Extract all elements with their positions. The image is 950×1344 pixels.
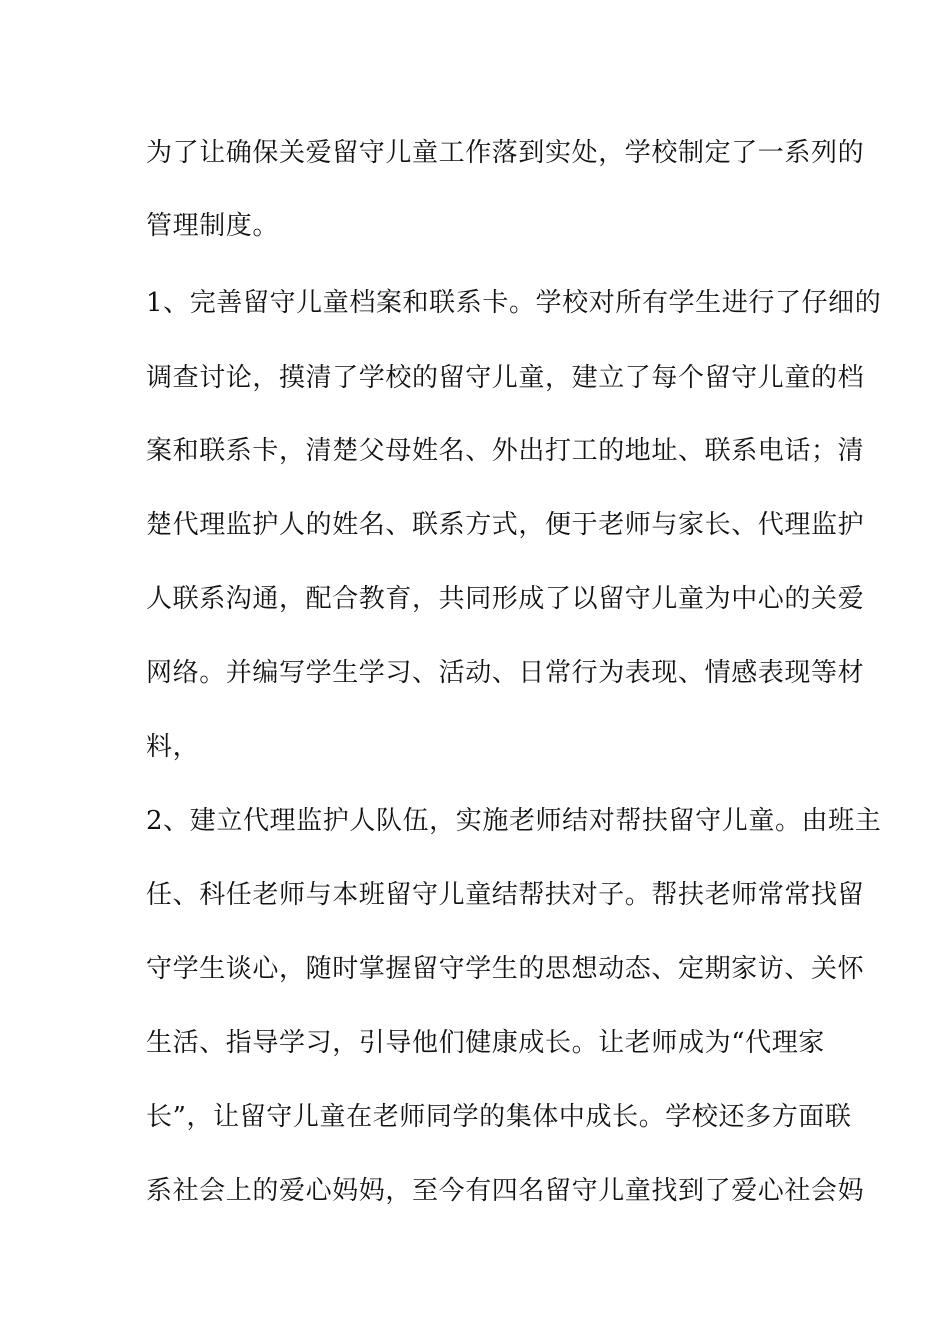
text-line: 2、建立代理监护人队伍，实施老师结对帮扶留守儿童。由班主 bbox=[146, 806, 882, 836]
text-line: 人联系沟通，配合教育，共同形成了以留守儿童为中心的关爱 bbox=[146, 584, 865, 614]
text-line: 1、完善留守儿童档案和联系卡。学校对所有学生进行了仔细的 bbox=[146, 288, 882, 318]
text-line: 系社会上的爱心妈妈，至今有四名留守儿童找到了爱心社会妈 bbox=[146, 1176, 865, 1206]
text-line: 守学生谈心，随时掌握留守学生的思想动态、定期家访、关怀 bbox=[146, 954, 865, 984]
text-line: 生活、指导学习，引导他们健康成长。让老师成为“代理家 bbox=[146, 1028, 825, 1058]
text-line: 管理制度。 bbox=[146, 211, 280, 241]
text-line: 楚代理监护人的姓名、联系方式，便于老师与家长、代理监护 bbox=[146, 510, 865, 540]
text-line: 为了让确保关爱留守儿童工作落到实处，学校制定了一系列的 bbox=[146, 138, 865, 168]
text-line: 调查讨论，摸清了学校的留守儿童，建立了每个留守儿童的档 bbox=[146, 363, 865, 393]
text-line: 长”，让留守儿童在老师同学的集体中成长。学校还多方面联 bbox=[146, 1102, 852, 1132]
text-line: 任、科任老师与本班留守儿童结帮扶对子。帮扶老师常常找留 bbox=[146, 880, 865, 910]
text-line: 网络。并编写学生学习、活动、日常行为表现、情感表现等材 bbox=[146, 658, 865, 688]
text-line: 料， bbox=[146, 732, 200, 762]
text-line: 案和联系卡，清楚父母姓名、外出打工的地址、联系电话；清 bbox=[146, 436, 865, 466]
